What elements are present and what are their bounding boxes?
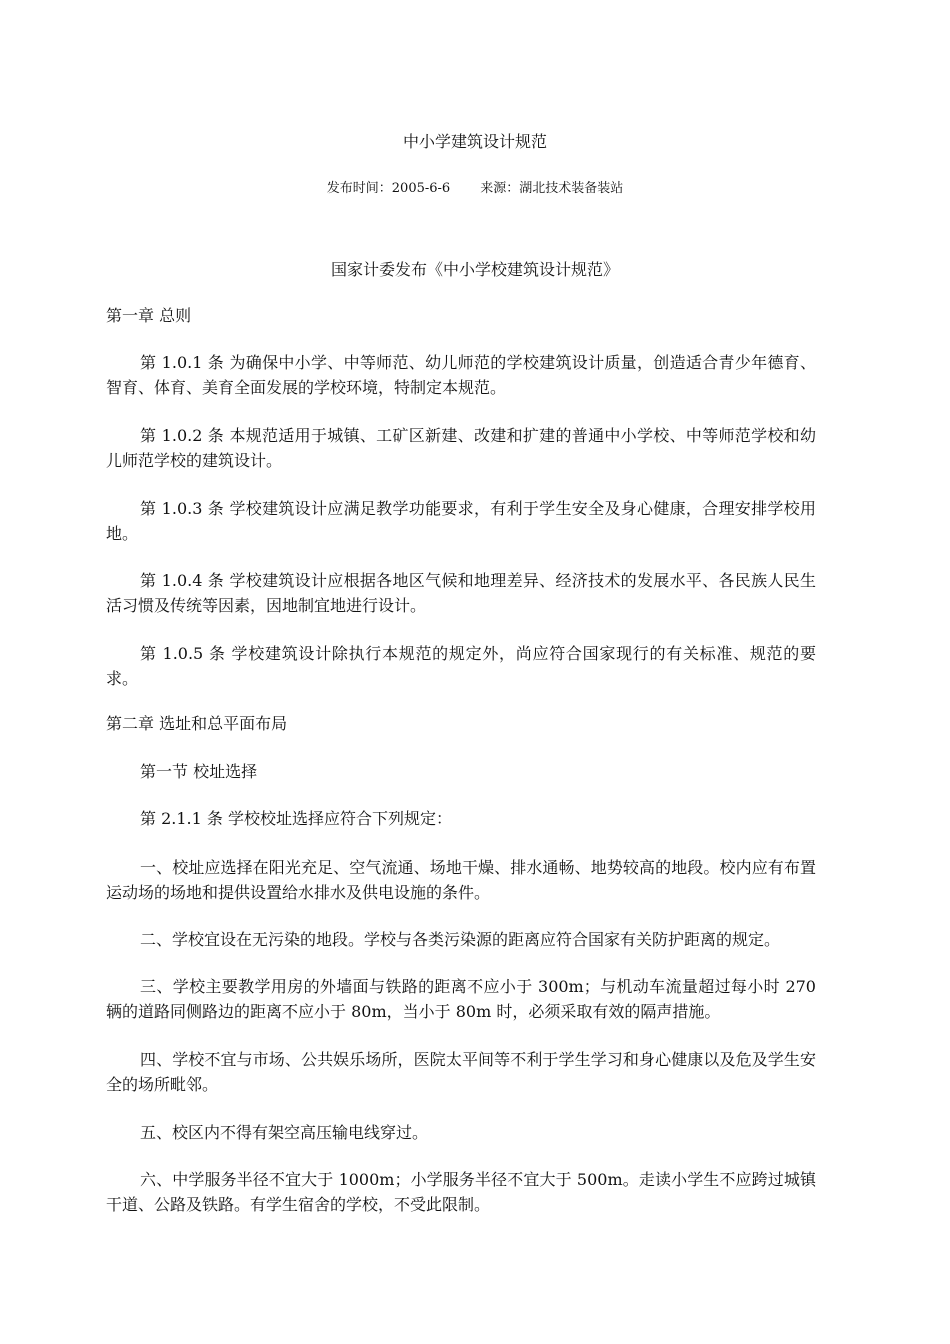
article-1-0-4: 第 1.0.4 条 学校建筑设计应根据各地区气候和地理差异、经济技术的发展水平、各民族人民生活习惯及传统等因素，因地制宜地进行设计。 xyxy=(106,571,816,615)
section-1-heading: 第一节 校址选择 xyxy=(140,762,258,781)
article-1-0-3: 第 1.0.3 条 学校建筑设计应满足教学功能要求，有利于学生安全及身心健康，合理安排学校用地。 xyxy=(106,499,816,543)
source-label: 来源：湖北技术装备装站 xyxy=(480,181,624,196)
list-item-4: 四、学校不宜与市场、公共娱乐场所，医院太平间等不利于学生学习和身心健康以及危及学生安全的场所毗邻。 xyxy=(106,1050,816,1094)
document-title: 中小学建筑设计规范 xyxy=(402,132,547,151)
list-item-5: 五、校区内不得有架空高压输电线穿过。 xyxy=(140,1123,429,1142)
list-item-6: 六、中学服务半径不宜大于 1000m；小学服务半径不宜大于 500m。走读小学生不应跨过城镇干道、公路及铁路。有学生宿舍的学校，不受此限制。 xyxy=(106,1170,816,1214)
publish-date: 发布时间：2005-6-6 xyxy=(326,181,451,196)
list-item-3: 三、学校主要教学用房的外墙面与铁路的距离不应小于 300m；与机动车流量超过每小时 270 辆的道路同侧路边的距离不应小于 80m，当小于 80m 时，必须采取有效的隔声措施。 xyxy=(106,977,816,1021)
article-1-0-5: 第 1.0.5 条 学校建筑设计除执行本规范的规定外，尚应符合国家现行的有关标准、规范的要求。 xyxy=(106,644,816,688)
article-1-0-2: 第 1.0.2 条 本规范适用于城镇、工矿区新建、改建和扩建的普通中小学校、中等师范学校和幼儿师范学校的建筑设计。 xyxy=(106,426,816,470)
article-1-0-1: 第 1.0.1 条 为确保中小学、中等师范、幼儿师范的学校建筑设计质量，创造适合青少年德育、智育、体育、美育全面发展的学校环境，特制定本规范。 xyxy=(106,353,816,397)
document-subtitle: 国家计委发布《中小学校建筑设计规范》 xyxy=(330,260,619,279)
chapter-1-heading: 第一章 总则 xyxy=(106,306,192,325)
article-2-1-1: 第 2.1.1 条 学校校址选择应符合下列规定： xyxy=(140,809,452,828)
chapter-2-heading: 第二章 选址和总平面布局 xyxy=(106,714,288,733)
document-meta xyxy=(0,180,950,198)
list-item-1: 一、校址应选择在阳光充足、空气流通、场地干燥、排水通畅、地势较高的地段。校内应有布置运动场的场地和提供设置给水排水及供电设施的条件。 xyxy=(106,858,816,902)
list-item-2: 二、学校宜设在无污染的地段。学校与各类污染源的距离应符合国家有关防护距离的规定。 xyxy=(140,930,781,949)
